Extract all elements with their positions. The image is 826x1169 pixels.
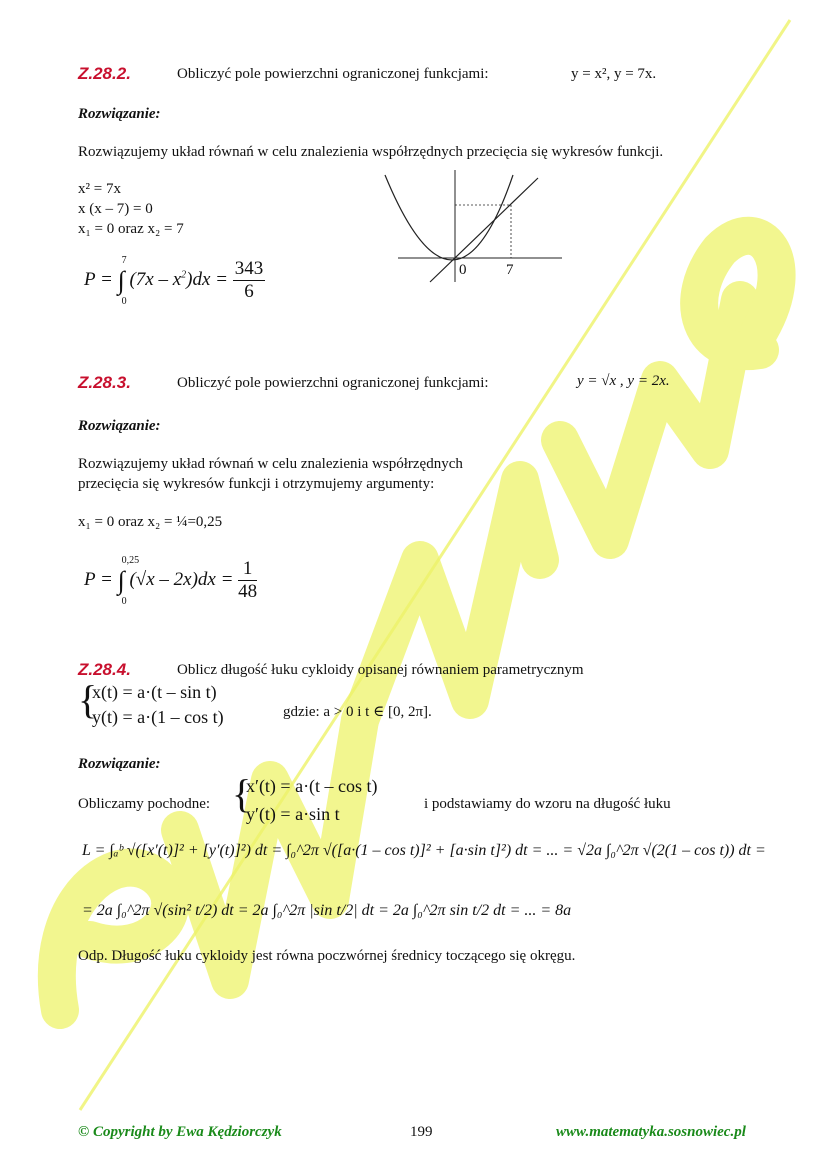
answer-z284: Odp. Długość łuku cykloidy jest równa poczwórnej średnicy toczącego się okręgu.	[78, 948, 576, 964]
result-numerator-z283: 1	[238, 558, 257, 581]
footer-page-number: 199	[410, 1124, 433, 1140]
integral-upper-limit: 0,25	[121, 554, 140, 566]
derivatives-lead: Obliczamy pochodne:	[78, 796, 211, 812]
intro-line-2-z283: przecięcia się wykresów funkcji i otrzymujemy argumenty:	[78, 476, 435, 492]
intro-z282: Rozwiązujemy układ równań w celu znalezienia współrzędnych przecięcia się wykresów funkcji.	[78, 144, 664, 160]
task-functions-z282: y = x², y = 7x.	[571, 66, 657, 82]
param-eq-x: x(t) = a·(t – sin t)	[92, 682, 217, 702]
derivative-x: x′(t) = a·(t – cos t)	[246, 776, 378, 796]
intro-line-1-z283: Rozwiązujemy układ równań w celu znalezienia współrzędnych	[78, 456, 463, 472]
derivatives-brace: {	[232, 771, 252, 816]
result-numerator-z282: 343	[234, 258, 264, 279]
task-text-z283: Obliczyć pole powierzchni ograniczonej funkcjami:	[177, 375, 489, 391]
solution-heading-z283: Rozwiązanie:	[78, 418, 161, 434]
task-functions-z283: y = √x , y = 2x.	[577, 373, 670, 389]
solution-heading-z284: Rozwiązanie:	[78, 756, 161, 772]
task-text-z284: Oblicz długość łuku cykloidy opisanej równaniem parametrycznym	[177, 662, 584, 678]
task-text-z282: Obliczyć pole powierzchni ograniczonej funkcjami:	[177, 66, 489, 82]
system-brace: {	[78, 677, 98, 722]
equation-line-1: x² = 7x	[78, 181, 121, 197]
arc-length-line-1: L = ∫ₐᵇ √([x′(t)]² + [y′(t)]²) dt = ∫₀^2π √([a·(1 – cos t)]² + [a·sin t]²) dt = ... = √2a ∫₀^2π √(2(1 – cos t)) dt =	[82, 842, 766, 859]
equation-line-2: x (x – 7) = 0	[78, 201, 153, 217]
graph-tick-0: 0	[459, 262, 467, 278]
roots-z283: x₁ = 0 oraz x₂ = ¼=0,25	[78, 514, 223, 530]
task-label-z284: Z.28.4.	[78, 660, 131, 679]
equation-line-3: x₁ = 0 oraz x₂ = 7	[78, 221, 184, 237]
footer-website[interactable]: www.matematyka.sosnowiec.pl	[556, 1124, 746, 1140]
arc-length-line-2: = 2a ∫₀^2π √(sin² t/2) dt = 2a ∫₀^2π |sin t/2| dt = 2a ∫₀^2π sin t/2 dt = ... = 8a	[82, 902, 572, 919]
task-label-z283: Z.28.3.	[78, 373, 131, 392]
integral-z283: P = ∫ 0,25 0 (√x – 2x)dx = $\frac{1}{48}$	[84, 554, 258, 607]
param-eq-y: y(t) = a·(1 – cos t)	[92, 707, 224, 727]
derivatives-tail: i podstawiamy do wzoru na długość łuku	[424, 796, 671, 812]
solution-heading-z282: Rozwiązanie:	[78, 106, 161, 122]
integral-z282: P = ∫ 7 0 $(7x - x^2)dx$ = $\frac{343}{6}$	[84, 254, 264, 307]
integral-lower-limit: 0	[121, 595, 127, 607]
footer-copyright: © Copyright by Ewa Kędziorczyk	[78, 1124, 282, 1140]
graph-tick-7: 7	[506, 262, 514, 278]
derivative-y: y′(t) = a·sin t	[246, 804, 340, 824]
graph-parabola-line	[380, 170, 570, 285]
condition-z284: gdzie: a > 0 i t ∈ [0, 2π].	[283, 704, 432, 720]
result-denominator-z283: 48	[238, 581, 258, 602]
task-label-z282: Z.28.2.	[78, 64, 131, 83]
result-denominator-z282: 6	[244, 281, 254, 302]
